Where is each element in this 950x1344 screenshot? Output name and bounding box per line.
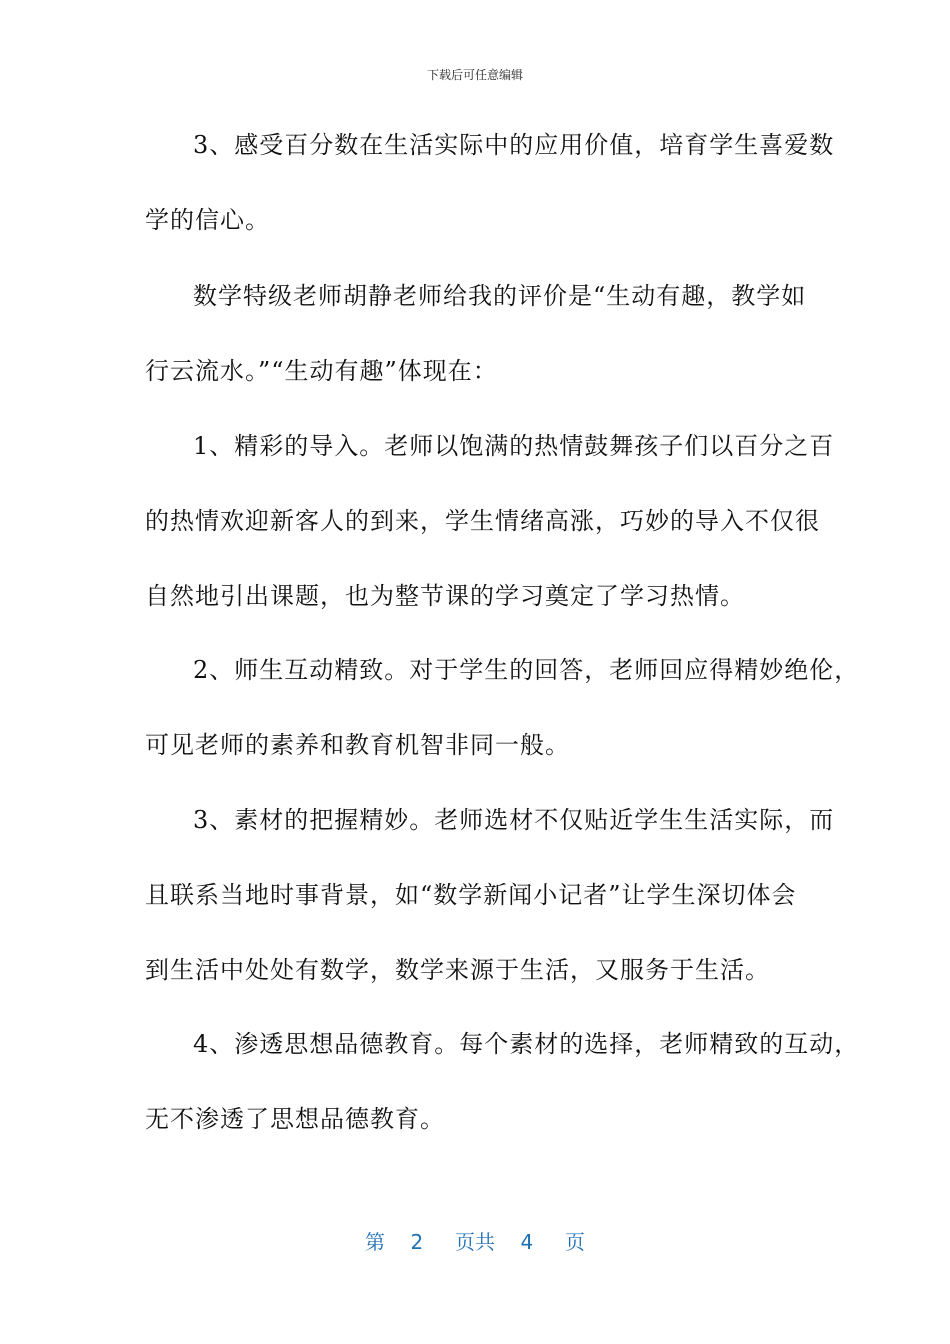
page-label-prefix: 第 [365,1230,386,1254]
paragraph-line: 1、精彩的导入。老师以饱满的热情鼓舞孩子们以百分之百 [193,432,835,460]
header-note: 下载后可任意编辑 [426,68,523,82]
paragraph-line: 可见老师的素养和教育机智非同一般。 [145,731,570,759]
paragraph-line: 行云流水。”“生动有趣”体现在： [145,357,498,385]
paragraph-line: 的热情欢迎新客人的到来，学生情绪高涨，巧妙的导入不仅很 [145,507,820,535]
paragraph-line: 4、渗透思想品德教育。每个素材的选择，老师精致的互动， [193,1030,860,1058]
paragraph-line: 学的信心。 [145,206,270,234]
page-number-footer [0,1226,950,1255]
paragraph-line: 3、素材的把握精妙。老师选材不仅贴近学生生活实际，而 [193,806,835,834]
total-pages-number: 4 [520,1230,534,1254]
page-label-suffix: 页 [564,1230,585,1254]
paragraph-line: 到生活中处处有数学，数学来源于生活，又服务于生活。 [145,956,770,984]
page-label-mid: 页共 [455,1230,495,1254]
current-page-number: 2 [410,1230,424,1254]
paragraph-line: 3、感受百分数在生活实际中的应用价值，培育学生喜爱数 [193,131,835,159]
paragraph-line: 且联系当地时事背景，如“数学新闻小记者”让学生深切体会 [145,881,797,909]
paragraph-line: 2、师生互动精致。对于学生的回答，老师回应得精妙绝伦， [193,656,860,684]
paragraph-line: 自然地引出课题，也为整节课的学习奠定了学习热情。 [145,582,745,610]
paragraph-line: 无不渗透了思想品德教育。 [145,1105,445,1133]
paragraph-line: 数学特级老师胡静老师给我的评价是“生动有趣，教学如 [193,282,807,310]
